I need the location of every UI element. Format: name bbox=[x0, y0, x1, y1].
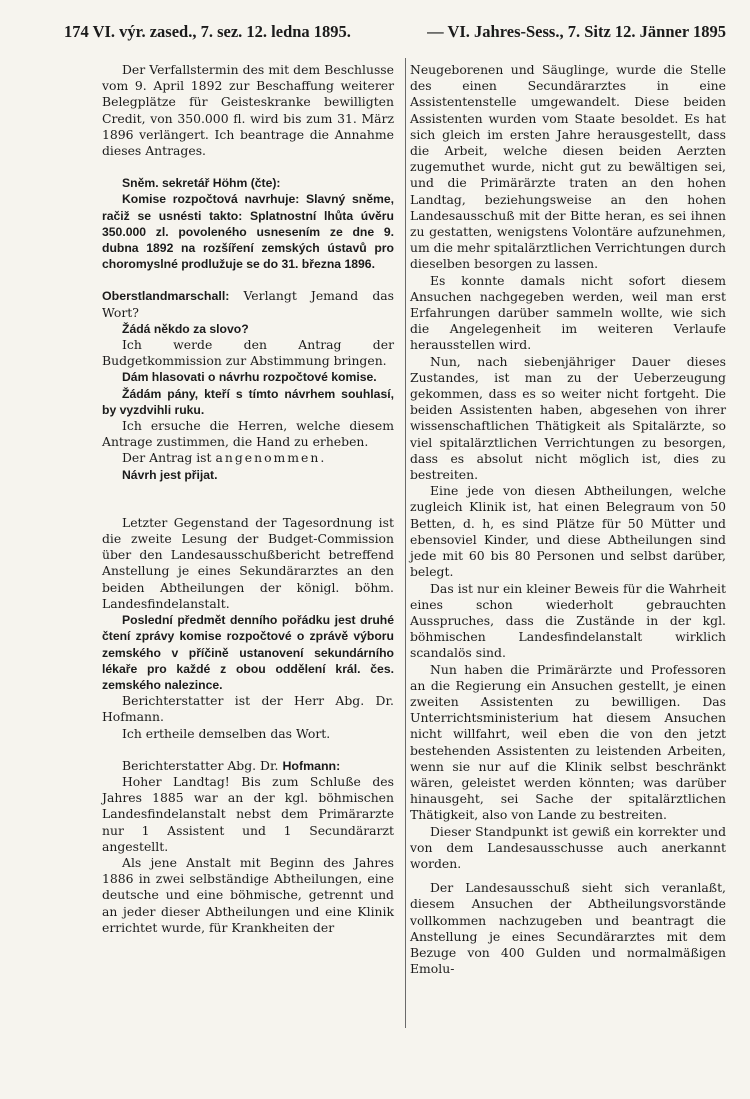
paragraph: Návrh jest přijat. bbox=[122, 467, 218, 482]
paragraph: Žádá někdo za slovo? bbox=[122, 321, 249, 336]
speech-text: Verlangt Jemand das Wort? bbox=[102, 288, 394, 320]
right-column bbox=[410, 62, 726, 977]
paragraph: Der Landesausschuß sieht sich veranlaßt, diesem Ansuchen der Abtheilungsvorstände vollkommen nachzugeben und beantragt die Anstellung je eines Secundärarztes mit dem Bezuge von 400 Gulden und normalmäßigen Emolu- bbox=[410, 880, 726, 977]
left-column bbox=[102, 62, 394, 936]
header-right: — VI. Jahres-Sess., 7. Sitz 12. Jänner 1895 bbox=[427, 22, 726, 41]
speaker-line bbox=[102, 288, 394, 320]
header-left: 174 VI. výr. zased., 7. sez. 12. ledna 1895. bbox=[64, 22, 351, 41]
speaker-line bbox=[102, 758, 394, 774]
column-divider bbox=[405, 58, 406, 1028]
paragraph: Dám hlasovati o návrhu rozpočtové komise. bbox=[122, 370, 377, 385]
paragraph: Eine jede von diesen Abtheilungen, welche zugleich Klinik ist, hat einen Belegraum von 50 Betten, d. h, es sind Plätze für 50 Mütter und ebensoviel Kinder, und diese Abtheilungen sind jede mit 60 bis 80 Personen und selbst darüber, belegt. bbox=[410, 483, 726, 580]
paragraph: Nun, nach siebenjähriger Dauer dieses Zustandes, ist man zu der Ueberzeugung gekommen, dass es so weiter nicht fortgeht. Die beiden Assistenten haben, abgesehen von ihrer wissenschaftlichen Thätigkeit als Spitalärzte, so viel spitalärztlichen Verrichtungen zu besorgen, dass es absolut nicht möglich ist, dies zu bestreiten. bbox=[410, 353, 726, 483]
paragraph: Das ist nur ein kleiner Beweis für die Wahrheit eines schon wiederholt gebrauchten Ausspruches, dass die Zustände in der kgl. böhmischen Landesfindelanstalt wirklich scandalös sind. bbox=[410, 580, 726, 661]
paragraph: Komise rozpočtová navrhuje: Slavný sněme, račiž se usnésti takto: Splatnostní lhůta úvěru 350.000 zl. povoleného usnesením ze dne 9. dubna 1892 na rozšíření zemských ústavů pro choromyslné prodlužuje se do 31. března 1896. bbox=[102, 192, 394, 272]
paragraph: Ich ertheile demselben das Wort. bbox=[122, 725, 331, 741]
paragraph: Letzter Gegenstand der Tagesordnung ist die zweite Lesung der Budget-Commission über den Landesausschußbericht betreffend Anstellung je eines Sekundärarztes an den beiden Abtheilungen der königl. böhm. Landesfindelanstalt. bbox=[102, 514, 394, 611]
emphasis-text: angenommen. bbox=[215, 450, 327, 466]
paragraph bbox=[102, 450, 394, 466]
paragraph: Hoher Landtag! Bis zum Schluße des Jahres 1885 war an der kgl. böhmischen Landesfindelanstalt nebst dem Primärarzte nur 1 Assistent und 1 Secundärarzt angestellt. bbox=[102, 773, 394, 854]
page-header bbox=[64, 22, 726, 46]
paragraph: Ich werde den Antrag der Budgetkommission zur Abstimmung bringen. bbox=[102, 337, 394, 369]
speaker-name: Sněm. sekretář Höhm (čte): bbox=[122, 176, 281, 191]
text: Der Antrag ist bbox=[122, 450, 212, 466]
paragraph: Berichterstatter ist der Herr Abg. Dr. Hofmann. bbox=[102, 693, 394, 725]
paragraph: Der Verfallstermin des mit dem Beschlusse vom 9. April 1892 zur Beschaffung weiterer Belegplätze für Geisteskranke bewilligten Credit, von 350.000 fl. wird bis zum 31. März 1896 verlängert. Ich beantrage die Annahme dieses Antrages. bbox=[102, 62, 394, 159]
paragraph: Dieser Standpunkt ist gewiß ein korrekter und von dem Landesausschusse auch anerkannt worden. bbox=[410, 823, 726, 871]
paragraph: Nun haben die Primärärzte und Professoren an die Regierung ein Ansuchen gestellt, je einen zweiten Assistenten zu bewilligen. Das Unterrichtsministerium hat diesem Ansuchen nicht willfahrt, weil eben die von den jetzt bestehenden Assistenten zu leistenden Arbeiten, wenn sie nur auf die Klinik selbst beschränkt wären, geleistet werden könnten; was darüber hinausgeht, sei Sache der spitalärztlichen Thätigkeit, also von Lande zu bestreiten. bbox=[410, 661, 726, 823]
speaker-name-bold: Hofmann: bbox=[282, 758, 341, 773]
paragraph: Ich ersuche die Herren, welche diesem Antrage zustimmen, die Hand zu erheben. bbox=[102, 418, 394, 450]
paragraph: Žádám pány, kteří s tímto návrhem souhlasí, by vyzdvihli ruku. bbox=[102, 386, 394, 417]
speaker-line bbox=[102, 175, 394, 191]
paragraph: Poslední předmět denního pořádku jest druhé čtení zprávy komise rozpočtové o zprávě výboru zemského v příčině ustanovení sekundárního lékaře pro každé z obou oddělení král. čes. zemského nalezince. bbox=[102, 613, 394, 692]
paragraph: Es konnte damals nicht sofort diesem Ansuchen nachgegeben werden, weil man erst Erfahrungen darüber sammeln wollte, wie sich die Angelegenheit im weiteren Verlaufe herausstellen wird. bbox=[410, 272, 726, 353]
paragraph: Neugeborenen und Säuglinge, wurde die Stelle des einen Secundärarztes in eine Assistentenstelle umgewandelt. Diese beiden Assistenten wurden vom Staate besoldet. Es hat sich gleich im ersten Jahre herausgestellt, dass die Arbeit, welche diesen beiden Aerzten zugemuthet wurde, nicht gut zu bewältigen sei, und die Primärärzte traten an den hohen Landtag, beziehungsweise an den hohen Landesausschuß mit der Bitte heran, es sei ihnen zu gestatten, wenigstens Volontäre aufzunehmen, um die mehr spitalärztlichen Verrichtungen durch dieselben besorgen zu lassen. bbox=[410, 62, 727, 272]
speaker-name: Berichterstatter Abg. Dr. bbox=[122, 757, 279, 773]
paragraph: Als jene Anstalt mit Beginn des Jahres 1886 in zwei selbständige Abtheilungen, eine deutsche und eine böhmische, getrennt und an jeder dieser Abtheilungen und eine Klinik errichtet wurde, für Krankheiten der bbox=[102, 854, 394, 935]
speaker-name: Oberstlandmarschall: bbox=[102, 289, 230, 304]
